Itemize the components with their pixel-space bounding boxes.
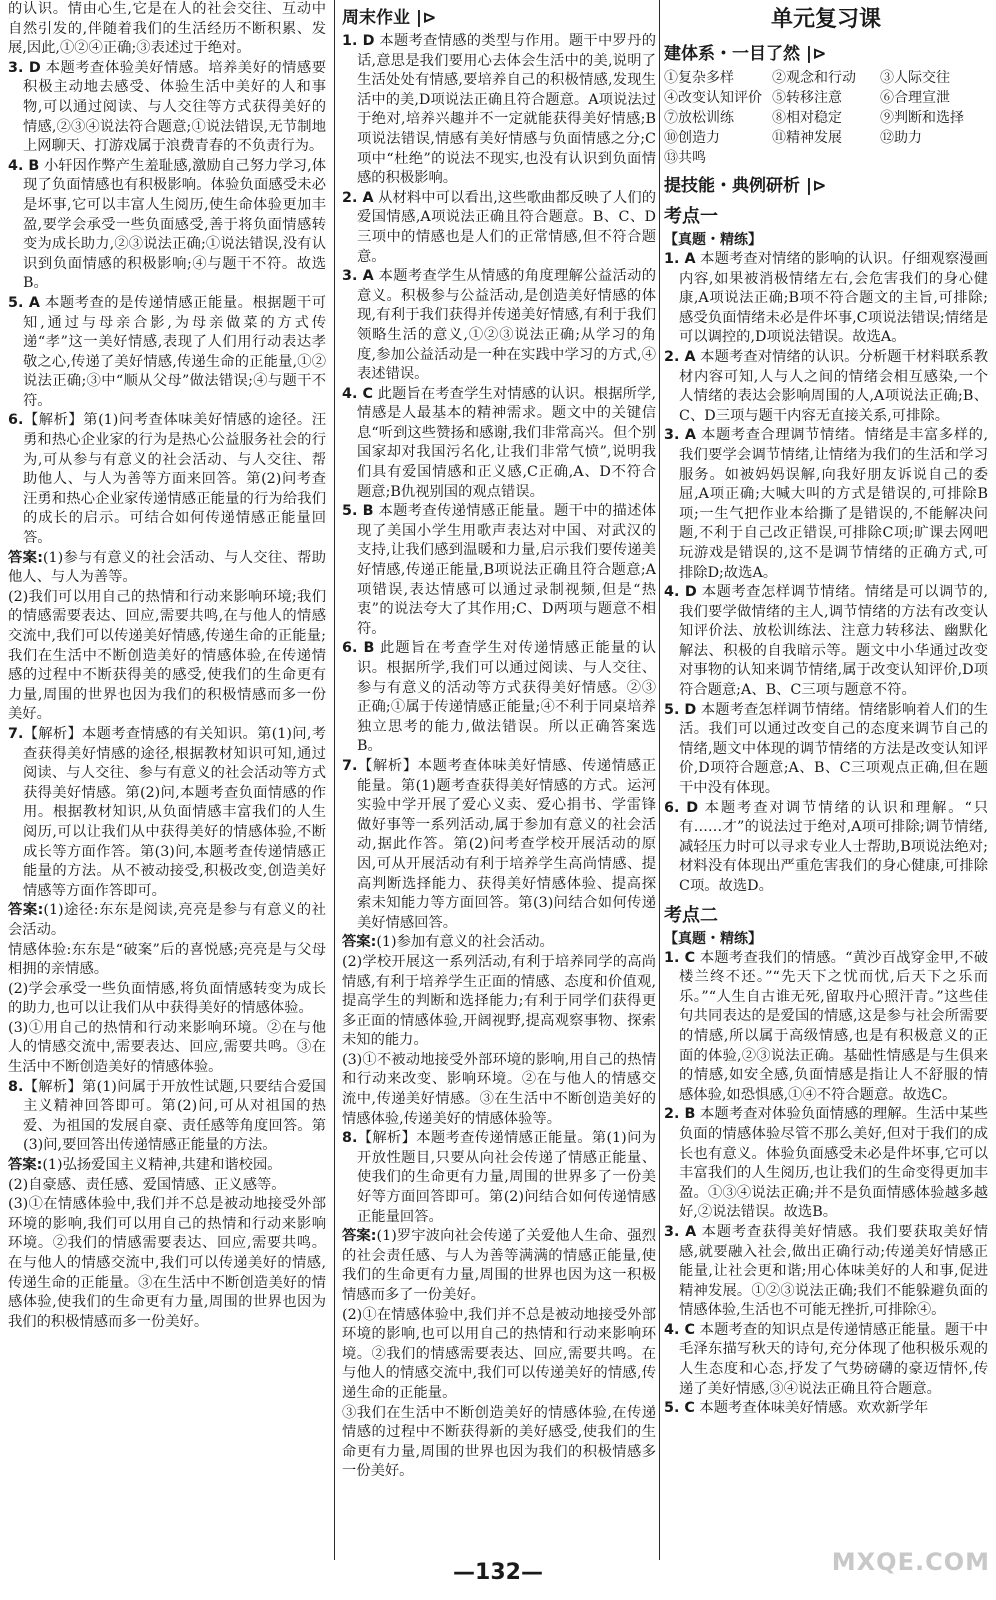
answer-paragraph: 5. B 本题考查传递情感正能量。题干中的描述体现了美国小学生用歌声表达对中国、对武汉的支持,让我们感到温暖和力量,启示我们要传递美好情感,传递正能量,B项说法正确且符合题意;A项错误,表达情感可以通过录制视频,但是“热衷”的说法夸大了其作用;C、D两项与题意不相符。 [342,503,656,637]
answer-paragraph: 5. C 本题考查体味美好情感。欢欢新学年 [664,1400,929,1417]
knowledge-map-item: ⑤转移注意 [772,90,842,106]
answer-column-3 [664,0,988,1419]
unit-review-title: 单元复习课 [770,7,881,32]
real-exam-label: 【真题・精练】 [664,930,762,947]
answer-paragraph: 2. A 从材料中可以看出,这些歌曲都反映了人们的爱国情感,A项说法正确且符合题意。B、C、D三项中的情感也是人们的正常情感,但不符合题意。 [342,189,656,265]
knowledge-map-item: ⑪精神发展 [772,130,842,146]
page-number: —132— [453,1560,543,1585]
answer-paragraph: 2. A 本题考查对情绪的认识。分析题干材料联系教材内容可知,人与人之间的情绪会相互感染,一个人情绪的表达会影响周围的人,A项说法正确;B、C、D三项与题干内容无直接关系,可排除。 [664,348,989,424]
build-system-heading: 建体系・一目了然 |⊳ [664,44,827,64]
key-point-two-answers [664,949,988,1419]
answer-column-1 [8,0,326,1332]
answer-paragraph: 2. B 本题考查对体验负面情感的理解。生活中某些负面的情感体验尽管不那么美好,但对于我们的成长也有意义。体验负面感受未必是件坏事,它可以丰富我们的人生阅历,也让我们的生命变得更加丰盈。①③④说法正确;并不是负面情感体验越多越好,②说法错误。故选B。 [664,1106,988,1221]
knowledge-map-item: ①复杂多样 [664,70,734,86]
knowledge-map-item: ④改变认知评价 [664,90,762,106]
real-exam-label: 【真题・精练】 [664,232,762,248]
answer-paragraph: 答案:(1)参加有意义的社会活动。 [342,934,554,951]
answer-paragraph: 的认识。情由心生,它是在人的社会交往、互动中自然引发的,伴随着我们的生活经历不断积累、发展,因此,①②④正确;③表述过于绝对。 [8,1,326,57]
answer-paragraph: 1. A 本题考查对情绪的影响的认识。仔细观察漫画内容,如果被消极情绪左右,会危害我们的身心健康,A项说法正确;B项不符合题文的主旨,可排除;感受负面情绪未必是件坏事,C项说法错误;情绪是可以调控的,D项说法错误。故选A。 [664,251,989,346]
knowledge-map-item: ⑩创造力 [664,130,720,146]
knowledge-map-item: ⑬共鸣 [664,150,706,166]
answer-paragraph: 答案:(1)参与有意义的社会活动、与人交往、帮助他人、与人为善等。 [8,549,326,586]
answer-paragraph: 3. D 本题考查体验美好情感。培养美好的情感要积极主动地去感受、体验生活中美好的人和事物,可以通过阅读、与人交往等方式获得美好的情感,②③④说法符合题意;①说法错误,无节制地上网聊天、打游戏属于浪费青春的不负责行为。 [8,59,326,155]
knowledge-map-answers [664,68,988,168]
answer-paragraph: (2)自豪感、责任感、爱国情感、正义感等。 [8,1176,286,1193]
answer-paragraph: (2)学校开展这一系列活动,有利于培养同学的高尚情感,有利于培养学生正面的情感、态度和价值观,提高学生的判断和选择能力;有利于同学们获得更多正面的情感体验,开阔视野,提高观察事物、探索未知的能力。 [342,953,656,1049]
answer-paragraph: 1. C 本题考查我们的情感。“黄沙百战穿金甲,不破楼兰终不还。”“先天下之忧而忧,后天下之乐而乐。”“人生自古谁无死,留取丹心照汗青。”这些佳句共同表达的是爱国的情感,这是参与社会所需要的情感,所以属于高级情感,也是有积极意义的正面的体验,②③说法正确。基础性情感是与生俱来的情感,如安全感,负面情感是指让人不舒服的情感体验,如恐惧感,①④不符合题意。故选C。 [664,949,988,1103]
knowledge-map-item: ⑧相对稳定 [772,110,842,126]
answer-paragraph: 6. B 此题旨在考查学生对传递情感正能量的认识。根据所学,我们可以通过阅读、与人交往、参与有意义的活动等方式获得美好情感。②③正确;①属于传递情感正能量;④不利于同桌培养独立思考的能力,做法错误。所以正确答案选B。 [342,640,656,755]
answer-paragraph: 4. B 小轩因作弊产生羞耻感,激励自己努力学习,体现了负面情感也有积极影响。体验负面感受未必是坏事,它可以丰富人生阅历,使生命体验更加丰盈,要学会承受一些负面感受,善于将负面情感转变为成长助力,②③说法正确;①说法错误,没有认识到负面情感的积极影响;④与题干不符。故选B。 [8,157,326,292]
knowledge-map-item: ②观念和行动 [772,70,856,86]
answer-paragraph: 8.【解析】第(1)问属于开放性试题,只要结合爱国主义精神回答即可。第(2)问,可从对祖国的热爱、为祖国的发展自豪、责任感等角度回答。第(3)问,要回答出传递情感正能量的方法。 [8,1078,326,1154]
answer-paragraph: (2)①在情感体验中,我们并不总是被动地接受外部环境的影响,也可以用自己的热情和行动来影响环境。②我们的情感需要表达、回应,需要共鸣。在与他人的情感交流中,我们可以传递美好的情感,传递生命的正能量。 [342,1306,656,1401]
answer-paragraph: 情感体验:东东是“破案”后的喜悦感;亮亮是与父母相拥的亲情感。 [8,941,326,978]
knowledge-map-item: ⑫助力 [880,130,922,146]
answer-paragraph: 6. D 本题考查对调节情绪的认识和理解。“只有……才”的说法过于绝对,A项可排除;调节情绪,减轻压力时可以寻求专业人士帮助,B项说法绝对;材料没有体现出严重危害我们的身心健康,可排除C项。故选D。 [664,799,988,894]
answer-paragraph: 答案:(1)弘扬爱国主义精神,共建和谐校园。 [8,1157,282,1174]
answer-paragraph: 1. D 本题考查情感的类型与作用。题干中罗丹的话,意思是我们要用心去体会生活中的美,说明了生活处处有情感,要培养自己的积极情感,发现生活中的美,D项说法正确且符合题意。A项说法过于绝对,培养兴趣并不一定就能获得美好情感;B项说法错误,情感有美好情感与负面情感之分;C项中“杜绝”的说法不现实,也没有认识到负面情感的积极影响。 [342,33,656,187]
key-point-two: 考点二 [664,904,718,926]
answer-paragraph: 7.【解析】本题考查体味美好情感、传递情感正能量。第(1)题考查获得美好情感的方式。运河实验中学开展了爱心义卖、爱心捐书、学雷锋做好事等一系列活动,属于参加有意义的社会活动,据此作答。第(2)问考查学校开展活动的原因,可从开展活动有利于培养学生高尚情感、提高判断选择能力、获得美好情感体验、提高探索未知能力等方面回答。第(3)问结合如何传递美好情感回答。 [342,757,656,931]
answer-paragraph: 答案:(1)途径:东东是阅读,亮亮是参与有意义的社会活动。 [8,902,326,938]
skill-heading: 提技能・典例研析 |⊳ [664,176,827,196]
answer-paragraph: (3)①用自己的热情和行动来影响环境。②在与他人的情感交流中,需要表达、回应,需要共鸣。③在生活中不断创造美好的情感体验。 [8,1019,326,1076]
answer-paragraph: ③我们在生活中不断创造美好的情感体验,在传递情感的过程中不断获得新的美好感受,使我们的生命更有力量,周围的世界也因为我们的积极情感多一份美好。 [342,1404,656,1480]
knowledge-map-item: ⑥合理宣泄 [880,90,950,106]
answer-paragraph: 5. A 本题考查的是传递情感正能量。根据题干可知,通过与母亲合影,为母亲做菜的方式传递“孝”这一美好情感,表现了人们用行动表达孝敬之心,传递了美好情感,传递生命的正能量,①②说法正确;③中“顺从父母”做法错误;④与题干不符。 [8,294,327,409]
knowledge-map-item: ⑦放松训练 [664,110,734,126]
column-divider [334,0,335,1560]
answer-paragraph: 4. C 本题考查的知识点是传递情感正能量。题干中毛泽东描写秋天的诗句,充分体现了他积极乐观的人生态度和心态,抒发了气势磅礴的豪迈情怀,传递了美好情感,③④说法正确且符合题意。 [664,1321,988,1397]
watermark: MXQE.COM [831,1548,990,1576]
answer-paragraph: 答案:(1)罗宇波向社会传递了关爱他人生命、强烈的社会责任感、与人为善等满满的情感正能量,使我们的生命更有力量,周围的世界也因为这一积极情感而多了一份美好。 [342,1228,657,1303]
answer-column-2 [342,0,656,1482]
column-divider [659,0,660,1560]
answer-paragraph: 6.【解析】第(1)问考查体味美好情感的途径。汪勇和热心企业家的行为是热心公益服务社会的行为,可从参与有意义的社会活动、与人交往、帮助他人、与人为善等方面来回答。第(2)问考查汪勇和热心企业家传递情感正能量的行为给我们的成长的启示。可结合如何传递情感正能量回答。 [8,412,326,547]
knowledge-map-item: ⑨判断和选择 [880,110,964,126]
answer-paragraph: 4. D 本题考查怎样调节情绪。情绪是可以调节的,我们要学做情绪的主人,调节情绪的方法有改变认知评价法、放松训练法、注意力转移法、幽默化解法、积极的自我暗示等。题文中小华通过改变对事物的认知来调节情绪,属于改变认知评价,D项符合题意;A、B、C三项与题意不符。 [664,584,988,699]
answer-paragraph: 3. A 本题考查学生从情感的角度理解公益活动的意义。积极参与公益活动,是创造美好情感的体现,有利于我们获得并传递美好情感,有利于我们领略生活的意义,①②③说法正确;从学习的角度,参加公益活动是一种在实践中学习的方式,④表述错误。 [342,268,657,383]
answer-paragraph: 3. A 本题考查获得美好情感。我们要获取美好情感,就要融入社会,做出正确行动;传递美好情感正能量,让社会更和谐;用心体味美好的人和事,促进精神发展。①②③说法正确;我们不能躲避负面的情感体验,生活也不可能无挫折,可排除④。 [664,1223,989,1319]
answer-paragraph: 7.【解析】本题考查情感的有关知识。第(1)问,考查获得美好情感的途径,根据教材知识可知,通过阅读、与人交往、参与有意义的社会活动等方式获得美好情感。第(2)问,本题考查负面情感的作用。根据教材知识,从负面情感丰富我们的人生阅历,可以让我们从中获得美好的情感体验,不断成长等方面作答。第(3)问,本题考查传递情感正能量的方法。从不被动接受,积极改变,创造美好情感等方面作答即可。 [8,725,326,899]
knowledge-map-item: ③人际交往 [880,70,950,86]
answer-paragraph: (2)我们可以用自己的热情和行动来影响环境;我们的情感需要表达、回应,需要共鸣,在与他人的情感交流中,我们可以传递美好情感,传递生命的正能量;我们在生活中不断创造美好的情感体验,在传递情感的过程中不断获得美的感受,使我们的生命更有力量,周围的世界也因为我们的积极情感而多一份美好。 [8,588,326,723]
answer-paragraph: (3)①在情感体验中,我们并不总是被动地接受外部环境的影响,我们可以用自己的热情和行动来影响环境。②我们的情感需要表达、回应,需要共鸣。在与他人的情感交流中,我们可以传递美好的情感,传递生命的正能量。③在生活中不断创造美好的情感体验,使我们的生命更有力量,周围的世界也因为我们的积极情感而多一份美好。 [8,1196,326,1330]
answer-paragraph: 4. C 此题旨在考查学生对情感的认识。根据所学,情感是人最基本的精神需求。题文中的关键信息“听到这些赞扬和感谢,我们非常高兴。但个别国家却对我国污名化,让我们非常气愤”,说明我们具有爱国情感和正义感,C正确,A、D不符合题意;B仇视别国的观点错误。 [342,385,656,500]
answer-paragraph: (2)学会承受一些负面情感,将负面情感转变为成长的助力,也可以让我们从中获得美好的情感体验。 [8,980,326,1017]
weekend-homework-heading: 周末作业 |⊳ [342,8,437,28]
key-point-one: 考点一 [664,206,718,227]
answer-paragraph: (3)①不被动地接受外部环境的影响,用自己的热情和行动来改变、影响环境。②在与他人的情感交流中,传递美好情感。③在生活中不断创造美好的情感体验,传递美好的情感体验等。 [342,1051,656,1127]
weekend-homework-answers [342,32,656,1482]
answer-paragraph: 5. D 本题考查怎样调节情绪。情绪影响着人们的生活。我们可以通过改变自己的态度来调节自己的情绪,题文中体现的调节情绪的方法是改变认知评价,D项符合题意;A、B、C三项观点正确,但在题干中没有体现。 [664,701,988,797]
answer-paragraph: 8.【解析】本题考查传递情感正能量。第(1)问为开放性题目,只要从向社会传递了情感正能量、使我们的生命更有力量,周围的世界多了一份美好等方面回答即可。第(2)问结合如何传递情感正能量回答。 [342,1130,656,1225]
answer-paragraph: 3. A 本题考查合理调节情绪。情绪是丰富多样的,我们要学会调节情绪,让情绪为我们的生活和学习服务。如被妈妈误解,向我好朋友诉说自己的委屈,A项正确;大喊大叫的方式是错误的,可排除B项;一生气把作业本给撕了是错误的,不能解决问题,不利于自己改正错误,可排除C项;旷课去网吧玩游戏是错误的,这不是调节情绪的正确方式,可排除D;故选A。 [664,427,989,581]
key-point-one-answers [664,250,988,897]
